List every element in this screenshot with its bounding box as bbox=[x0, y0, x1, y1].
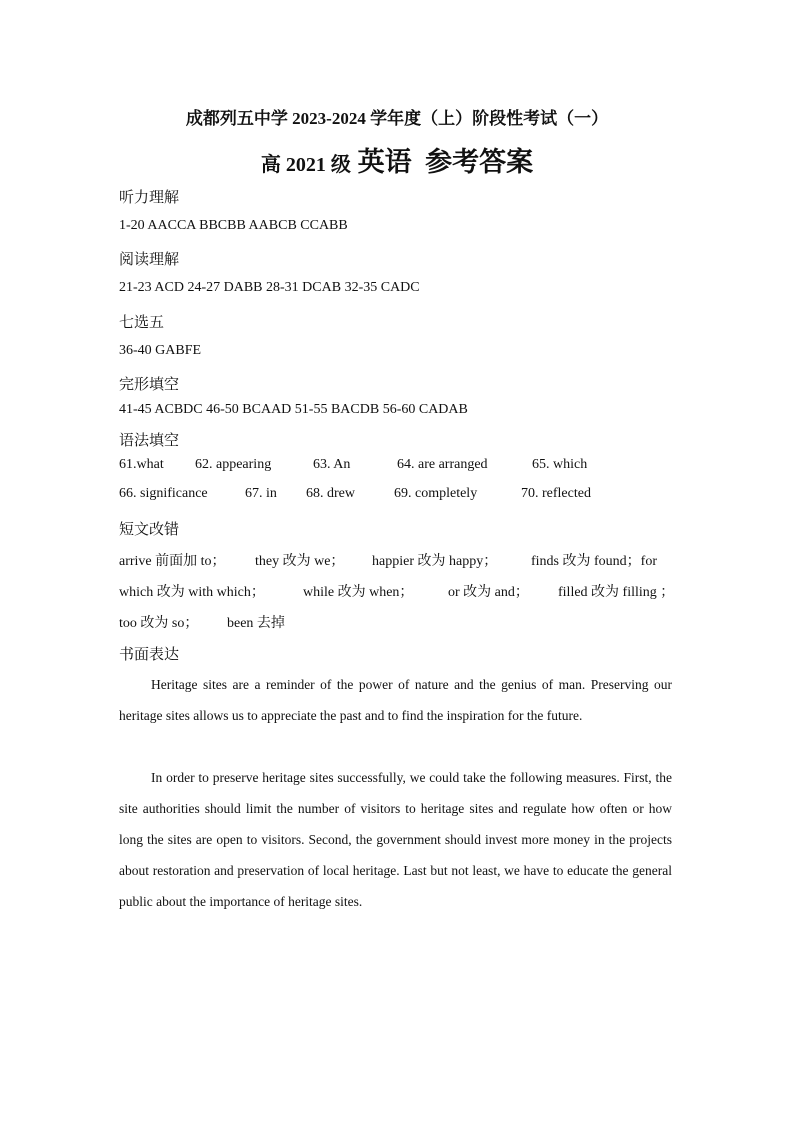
cloze-heading: 完形填空 bbox=[119, 375, 180, 393]
grammar-row-2 bbox=[119, 486, 591, 502]
grammar-item: 68. drew bbox=[306, 486, 355, 501]
correction-item: which 改为 with which； bbox=[119, 585, 265, 600]
grammar-item: 65. which bbox=[532, 457, 588, 472]
correction-item: arrive 前面加 to； bbox=[119, 554, 226, 569]
subject-label: 英语 bbox=[357, 147, 412, 177]
correction-item: or 改为 and； bbox=[448, 585, 529, 600]
correction-row-1 bbox=[119, 550, 657, 570]
writing-paragraph-1 bbox=[119, 669, 672, 731]
seven-five-answers: 36-40 GABFE bbox=[119, 343, 202, 358]
grammar-item: 63. An bbox=[313, 457, 351, 472]
grammar-item: 67. in bbox=[245, 486, 277, 501]
listening-heading: 听力理解 bbox=[119, 188, 180, 206]
grammar-item: 64. are arranged bbox=[397, 457, 488, 472]
writing-heading: 书面表达 bbox=[119, 645, 180, 663]
correction-item: been 去掉 bbox=[227, 616, 285, 631]
grammar-item: 62. appearing bbox=[195, 457, 272, 472]
writing-paragraph-2 bbox=[119, 762, 672, 917]
correction-item: while 改为 when； bbox=[303, 585, 414, 600]
grammar-heading: 语法填空 bbox=[119, 431, 180, 449]
grammar-item: 66. significance bbox=[119, 486, 208, 501]
grammar-item: 70. reflected bbox=[521, 486, 591, 501]
grade-label: 高 2021 级 bbox=[260, 154, 351, 176]
cloze-answers: 41-45 ACBDC 46-50 BCAAD 51-55 BACDB 56-60 CADAB bbox=[119, 402, 468, 417]
listening-answers: 1-20 AACCA BBCBB AABCB CCABB bbox=[119, 218, 348, 233]
exam-subtitle bbox=[0, 140, 794, 179]
correction-heading: 短文改错 bbox=[119, 520, 180, 538]
reading-answers: 21-23 ACD 24-27 DABB 28-31 DCAB 32-35 CADC bbox=[119, 280, 420, 295]
doc-type-label: 参考答案 bbox=[425, 147, 534, 177]
correction-item: too 改为 so； bbox=[119, 616, 199, 631]
essay-text: In order to preserve heritage sites successfully, we could take the following measures. First, the site authorities should limit the number of visitors to heritage sites and regulate how often or how long the sites are open to visitors. Second, the government should invest more money in the projects about restoration and preservation of local heritage. Last but not least, we have to educate the general public about the importance of heritage sites. bbox=[119, 770, 672, 909]
correction-row-2 bbox=[119, 581, 674, 601]
exam-title: 成都列五中学 2023-2024 学年度（上）阶段性考试（一） bbox=[185, 109, 609, 128]
grammar-item: 69. completely bbox=[394, 486, 478, 501]
correction-item: they 改为 we； bbox=[255, 554, 345, 569]
correction-row-3 bbox=[119, 612, 285, 632]
correction-item: happier 改为 happy； bbox=[372, 554, 498, 569]
reading-heading: 阅读理解 bbox=[119, 250, 180, 268]
grammar-item: 61.what bbox=[119, 457, 164, 472]
grammar-row-1 bbox=[119, 457, 587, 473]
correction-item: filled 改为 filling ； bbox=[558, 585, 675, 600]
correction-item: finds 改为 found；for bbox=[531, 554, 657, 569]
seven-five-heading: 七选五 bbox=[119, 313, 165, 331]
essay-text: Heritage sites are a reminder of the power of nature and the genius of man. Preserving our heritage sites allows us to appreciate the past and to find the inspiration for the future. bbox=[119, 677, 672, 723]
